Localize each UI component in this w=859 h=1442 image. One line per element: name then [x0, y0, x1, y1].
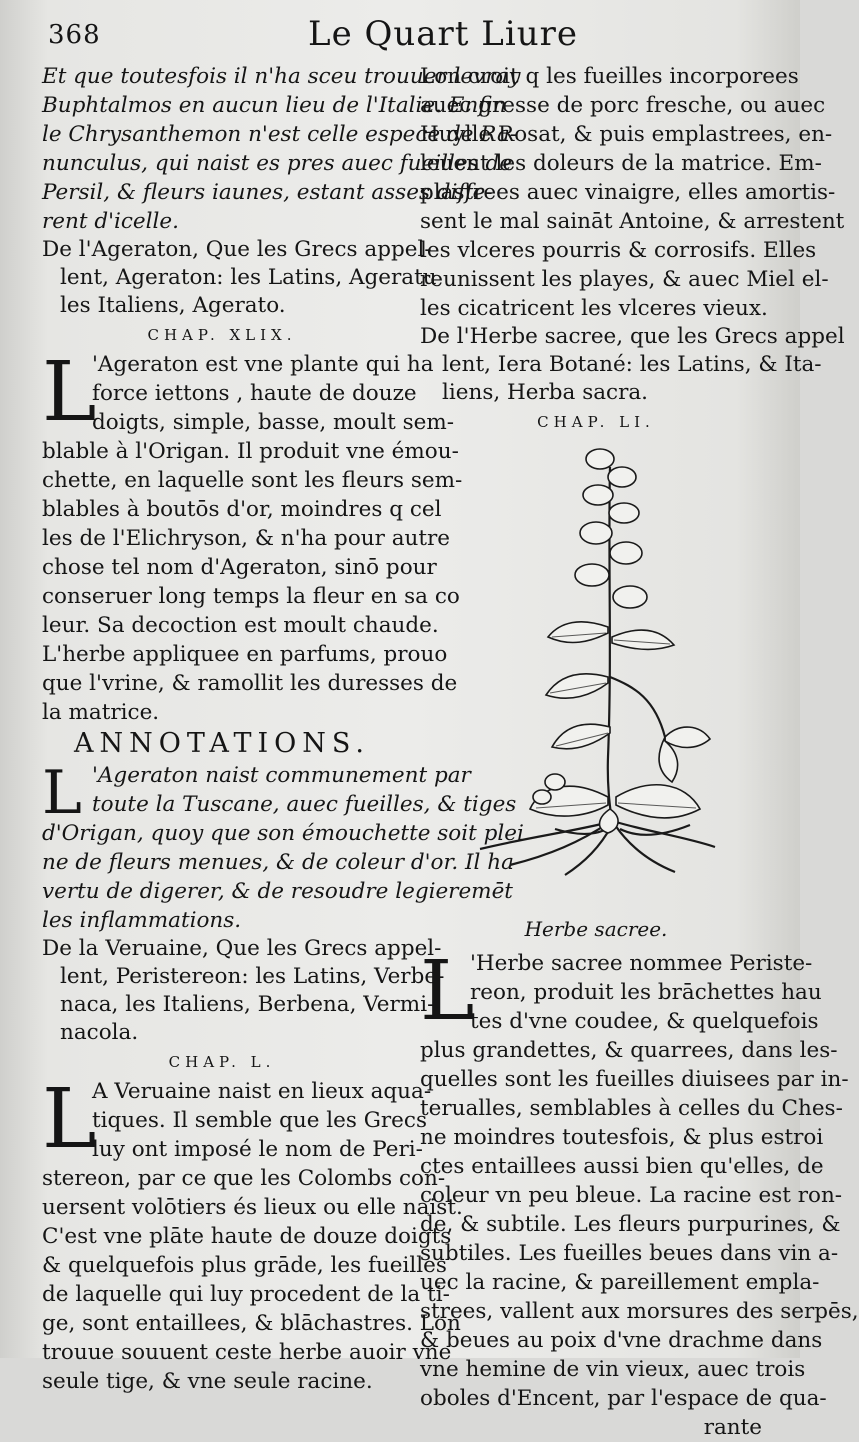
text-line: strees, vallent aux morsures des serpēs,: [420, 1299, 859, 1324]
text-line: la matrice.: [42, 700, 160, 725]
heading-line: nacola.: [60, 1020, 139, 1045]
text-line: chose tel nom d'Ageraton, sinō pour: [42, 555, 437, 580]
text-line: & beues au poix d'vne drachme dans: [420, 1328, 823, 1353]
page-header: [0, 14, 800, 54]
text-line: tiques. Il semble que les Grecs: [92, 1108, 427, 1133]
text-line: A Veruaine naist en lieux aqua-: [92, 1079, 432, 1104]
text-line: L'herbe appliquee en parfums, prouo: [42, 642, 448, 667]
text-line: chette, en laquelle sont les fleurs sem-: [42, 468, 463, 493]
section-heading-ageraton: [42, 236, 437, 320]
text-line: reon, produit les brāchettes hau: [470, 980, 822, 1005]
text-line: les cicatricent les vlceres vieux.: [420, 296, 768, 321]
page-number: 368: [48, 20, 101, 50]
heading-line: naca, les Italiens, Berbena, Vermi-: [60, 992, 435, 1017]
figure-caption: Herbe sacree.: [524, 917, 668, 941]
text-line: 'Ageraton est vne plante qui ha: [92, 352, 434, 377]
heading-line: lent, Peristereon: les Latins, Verbe-: [60, 964, 445, 989]
drop-cap: L: [420, 944, 475, 1039]
chapter-label: CHAP. LI.: [537, 413, 655, 431]
heading-line: lent, Iera Botané: les Latins, & Ita-: [442, 352, 822, 377]
text-line: conseruer long temps la fleur en sa co: [42, 584, 460, 609]
text-line: ctes entaillees aussi bien qu'elles, de: [420, 1154, 824, 1179]
text-line: Persil, & fleurs iaunes, estant asses diffe-: [42, 180, 493, 205]
drop-cap: L: [42, 345, 97, 440]
heading-line: De l'Herbe sacree, que les Grecs appel: [420, 324, 845, 349]
section-heading-herbe-sacree: [420, 323, 845, 407]
right-column: [420, 62, 859, 1442]
chapter-label: CHAP. L.: [168, 1053, 276, 1071]
text-line: Huylle Rosat, & puis emplastrees, en-: [420, 122, 833, 147]
annotations-heading: ANNOTATIONS.: [74, 728, 370, 759]
text-line: leur. Sa decoction est moult chaude.: [42, 613, 439, 638]
ageraton-paragraph: [42, 345, 463, 727]
running-title: Le Quart Liure: [308, 14, 578, 54]
catchword: rante: [703, 1415, 762, 1440]
text-line: coleur vn peu bleue. La racine est ron-: [420, 1183, 843, 1208]
heading-line: De l'Ageraton, Que les Grecs appel-: [42, 237, 432, 262]
text-line: sent le mal saināt Antoine, & arrestent: [420, 209, 845, 234]
text-line: tes d'vne coudee, & quelquefois: [470, 1009, 819, 1034]
text-line: les inflammations.: [42, 908, 242, 933]
text-line: uersent volōtiers és lieux ou elle naist.: [42, 1195, 463, 1220]
text-line: vertu de digerer, & de resoudre legieremēt: [42, 879, 513, 904]
text-line: toute la Tuscane, auec fueilles, & tiges: [92, 792, 517, 817]
herbe-sacree-illustration: [420, 437, 772, 917]
left-column: [42, 62, 524, 1396]
text-line: luy ont imposé le nom de Peri-: [92, 1137, 423, 1162]
text-line: plastrees auec vinaigre, elles amortis-: [420, 180, 836, 205]
text-line: blable à l'Origan. Il produit vne émou-: [42, 439, 459, 464]
text-line: quelles sont les fueilles diuisees par in-: [420, 1067, 849, 1092]
text-line: Et que toutesfois il n'ha sceu trouuer levray: [42, 64, 521, 89]
text-line: stereon, par ce que les Colombs con-: [42, 1166, 446, 1191]
text-line: 'Herbe sacree nommee Periste-: [470, 951, 813, 976]
text-line: le Chrysanthemon n'est celle espece de Ra-: [42, 122, 518, 147]
text-line: ne de fleurs menues, & de coleur d'or. Il ha: [42, 850, 514, 875]
text-line: force iettons , haute de douze: [92, 381, 417, 406]
text-line: plus grandettes, & quarrees, dans les-: [420, 1038, 838, 1063]
heading-line: De la Veruaine, Que les Grecs appel-: [42, 936, 442, 961]
text-line: 'Ageraton naist communement par: [92, 763, 471, 788]
text-line: vne hemine de vin vieux, auec trois: [420, 1357, 806, 1382]
text-line: auec gresse de porc fresche, ou auec: [420, 93, 826, 118]
text-line: trouue souuent ceste herbe auoir vne: [42, 1340, 452, 1365]
text-line: les de l'Elichryson, & n'ha pour autre: [42, 526, 451, 551]
text-line: les vlceres pourris & corrosifs. Elles: [420, 238, 817, 263]
opening-paragraph: [420, 62, 845, 323]
annotations-paragraph: [42, 758, 524, 935]
drop-cap: L: [42, 758, 82, 828]
veruaine-paragraph: [42, 1072, 463, 1396]
text-line: Lon croit q les fueilles incorporees: [420, 64, 799, 89]
text-line: d'Origan, quoy que son émouchette soit plei: [42, 821, 524, 846]
heading-line: les Italiens, Agerato.: [60, 293, 286, 318]
drop-cap: L: [42, 1072, 97, 1167]
section-heading-veruaine: [42, 935, 445, 1047]
plant-woodcut: [460, 437, 730, 877]
text-line: de laquelle qui luy procedent de la ti-: [42, 1282, 450, 1307]
text-line: blables à boutōs d'or, moindres q cel: [42, 497, 442, 522]
heading-line: lent, Ageraton: les Latins, Ageratu: [60, 265, 437, 290]
text-line: que l'vrine, & ramollit les duresses de: [42, 671, 458, 696]
text-line: Buphtalmos en aucun lieu de l'Italie. Enfin: [42, 93, 507, 118]
text-line: C'est vne plāte haute de douze doigts: [42, 1224, 452, 1249]
text-line: de, & subtile. Les fleurs purpurines, &: [420, 1212, 841, 1237]
chapter-label: CHAP. XLIX.: [147, 326, 297, 344]
text-line: oboles d'Encent, par l'espace de qua-: [420, 1386, 827, 1411]
text-line: seule tige, & vne seule racine.: [42, 1369, 373, 1394]
text-line: uec la racine, & pareillement empla-: [420, 1270, 820, 1295]
herbe-sacree-paragraph: [420, 944, 859, 1442]
text-line: ge, sont entaillees, & blāchastres. Lon: [42, 1311, 461, 1336]
text-line: leuent les doleurs de la matrice. Em-: [420, 151, 822, 176]
text-line: ne moindres toutesfois, & plus estroi: [420, 1125, 824, 1150]
text-line: doigts, simple, basse, moult sem-: [92, 410, 454, 435]
opening-italic-paragraph: [42, 62, 521, 236]
text-line: terualles, semblables à celles du Ches-: [420, 1096, 843, 1121]
text-line: rent d'icelle.: [42, 209, 179, 234]
text-line: nunculus, qui naist es pres auec fueilles de: [42, 151, 512, 176]
text-line: subtiles. Les fueilles beues dans vin a-: [420, 1241, 839, 1266]
heading-line: liens, Herba sacra.: [442, 380, 649, 405]
text-line: reunissent les playes, & auec Miel el-: [420, 267, 829, 292]
text-line: & quelquefois plus grāde, les fueilles: [42, 1253, 447, 1278]
